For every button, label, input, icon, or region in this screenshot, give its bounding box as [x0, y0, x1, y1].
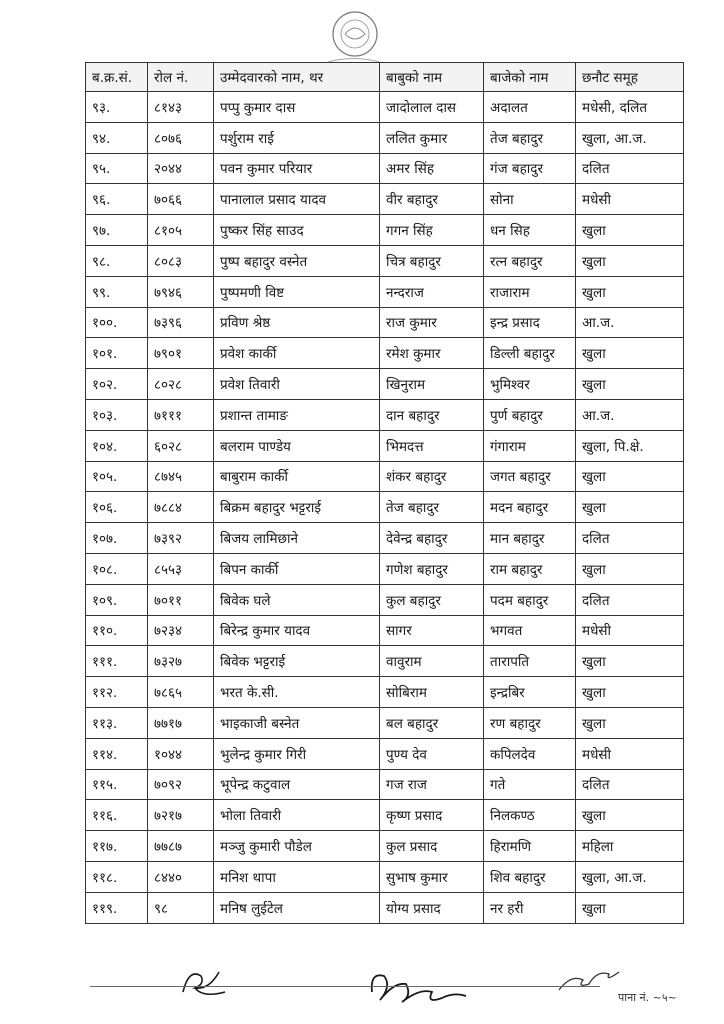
grandfather-name-cell: नर हरी: [484, 892, 576, 923]
grandfather-name-cell: इन्द्र प्रसाद: [484, 307, 576, 338]
grandfather-name-cell: हिरामणि: [484, 831, 576, 862]
roll-number-cell: ७९४६: [148, 276, 214, 307]
grandfather-name-cell: राजाराम: [484, 276, 576, 307]
grandfather-name-cell: डिल्ली बहादुर: [484, 338, 576, 369]
table-row: [86, 861, 684, 892]
grandfather-name-cell: तेज बहादुर: [484, 122, 576, 153]
candidate-name-cell: पर्शुराम राई: [214, 122, 380, 153]
signature-1: [175, 962, 235, 1002]
serial-number-cell: १००.: [86, 307, 148, 338]
candidate-name-cell: पुष्प बहादुर वस्नेत: [214, 245, 380, 276]
father-name-cell: शंकर बहादुर: [380, 461, 484, 492]
selection-group-cell: खुला: [576, 677, 684, 708]
serial-number-cell: ११८.: [86, 861, 148, 892]
candidate-name-cell: मनिश थापा: [214, 861, 380, 892]
grandfather-name-cell: धन सिह: [484, 215, 576, 246]
grandfather-name-cell: शिव बहादुर: [484, 861, 576, 892]
selection-group-cell: मधेसी: [576, 184, 684, 215]
selection-group-cell: महिला: [576, 831, 684, 862]
serial-number-cell: ११२.: [86, 677, 148, 708]
table-row: [86, 584, 684, 615]
roll-number-cell: ८७४५: [148, 461, 214, 492]
table-row: [86, 338, 684, 369]
table-row: [86, 646, 684, 677]
selection-group-cell: खुला: [576, 892, 684, 923]
serial-number-cell: १०६.: [86, 492, 148, 523]
grandfather-name-cell: अदालत: [484, 92, 576, 123]
selection-group-cell: खुला: [576, 800, 684, 831]
grandfather-name-cell: राम बहादुर: [484, 553, 576, 584]
father-name-cell: जादोलाल दास: [380, 92, 484, 123]
father-name-cell: कुल बहादुर: [380, 584, 484, 615]
table-row: [86, 615, 684, 646]
serial-number-cell: ९४.: [86, 122, 148, 153]
selection-group-cell: दलित: [576, 769, 684, 800]
table-row: [86, 738, 684, 769]
grandfather-name-cell: भुमिश्वर: [484, 369, 576, 400]
serial-number-cell: ११७.: [86, 831, 148, 862]
candidate-name-cell: पवन कुमार परियार: [214, 153, 380, 184]
page-number: पाना नं. ~५~: [618, 991, 677, 1004]
serial-number-cell: १०२.: [86, 369, 148, 400]
roll-number-cell: ७८६५: [148, 677, 214, 708]
father-name-cell: गगन सिंह: [380, 215, 484, 246]
roll-number-cell: ८०२८: [148, 369, 214, 400]
selection-group-cell: खुला: [576, 707, 684, 738]
father-name-cell: सुभाष कुमार: [380, 861, 484, 892]
roll-number-cell: ८४४०: [148, 861, 214, 892]
roll-number-cell: ७०६६: [148, 184, 214, 215]
table-row: [86, 184, 684, 215]
roll-number-cell: ७७१७: [148, 707, 214, 738]
father-name-cell: बल बहादुर: [380, 707, 484, 738]
father-name-cell: अमर सिंह: [380, 153, 484, 184]
selection-group-cell: खुला: [576, 338, 684, 369]
grandfather-name-cell: सोना: [484, 184, 576, 215]
candidate-name-cell: भूपेन्द्र कटुवाल: [214, 769, 380, 800]
selection-group-cell: खुला, आ.ज.: [576, 861, 684, 892]
grandfather-name-cell: रण बहादुर: [484, 707, 576, 738]
grandfather-name-cell: पदम बहादुर: [484, 584, 576, 615]
father-name-cell: तेज बहादुर: [380, 492, 484, 523]
roll-number-cell: ८०७६: [148, 122, 214, 153]
candidate-name-cell: प्रशान्त तामाङ: [214, 399, 380, 430]
grandfather-name-cell: निलकण्ठ: [484, 800, 576, 831]
table-row: [86, 707, 684, 738]
table-row: [86, 245, 684, 276]
table-row: [86, 153, 684, 184]
table-header-row: [86, 63, 684, 92]
table-row: [86, 307, 684, 338]
candidate-name-cell: पुष्पमणी विष्ट: [214, 276, 380, 307]
selection-group-cell: दलित: [576, 584, 684, 615]
serial-number-cell: १०४.: [86, 430, 148, 461]
serial-number-cell: ११०.: [86, 615, 148, 646]
header-grandfather-name: बाजेको नाम: [484, 63, 576, 92]
candidate-name-cell: बिवेक घले: [214, 584, 380, 615]
selection-group-cell: खुला: [576, 646, 684, 677]
selection-group-cell: खुला: [576, 492, 684, 523]
table-row: [86, 399, 684, 430]
serial-number-cell: ९७.: [86, 215, 148, 246]
table-row: [86, 800, 684, 831]
father-name-cell: रमेश कुमार: [380, 338, 484, 369]
table-row: [86, 769, 684, 800]
serial-number-cell: ९३.: [86, 92, 148, 123]
roll-number-cell: ६०२८: [148, 430, 214, 461]
candidate-name-cell: भुलेन्द्र कुमार गिरी: [214, 738, 380, 769]
candidate-name-cell: बिरेन्द्र कुमार यादव: [214, 615, 380, 646]
father-name-cell: कृष्ण प्रसाद: [380, 800, 484, 831]
serial-number-cell: ९८.: [86, 245, 148, 276]
father-name-cell: वीर बहादुर: [380, 184, 484, 215]
roll-number-cell: ८१०५: [148, 215, 214, 246]
selection-group-cell: आ.ज.: [576, 307, 684, 338]
table-row: [86, 492, 684, 523]
grandfather-name-cell: गंगाराम: [484, 430, 576, 461]
father-name-cell: खिनुराम: [380, 369, 484, 400]
candidate-name-cell: बाबुराम कार्की: [214, 461, 380, 492]
father-name-cell: दान बहादुर: [380, 399, 484, 430]
selection-group-cell: खुला: [576, 276, 684, 307]
father-name-cell: भिमदत्त: [380, 430, 484, 461]
selection-group-cell: खुला: [576, 369, 684, 400]
roll-number-cell: ७३२७: [148, 646, 214, 677]
roll-number-cell: ९८: [148, 892, 214, 923]
header-father-name: बाबुको नाम: [380, 63, 484, 92]
header-roll-number: रोल नं.: [148, 63, 214, 92]
candidate-results-table: [85, 62, 684, 924]
father-name-cell: नन्दराज: [380, 276, 484, 307]
father-name-cell: चित्र बहादुर: [380, 245, 484, 276]
roll-number-cell: ७०९२: [148, 769, 214, 800]
grandfather-name-cell: जगत बहादुर: [484, 461, 576, 492]
candidate-name-cell: बिक्रम बहादुर भट्टराई: [214, 492, 380, 523]
candidate-name-cell: प्रवेश कार्की: [214, 338, 380, 369]
roll-number-cell: ८०८३: [148, 245, 214, 276]
serial-number-cell: १०८.: [86, 553, 148, 584]
selection-group-cell: खुला: [576, 553, 684, 584]
candidate-name-cell: भरत के.सी.: [214, 677, 380, 708]
table-row: [86, 831, 684, 862]
candidate-name-cell: बिपन कार्की: [214, 553, 380, 584]
table-row: [86, 461, 684, 492]
father-name-cell: सागर: [380, 615, 484, 646]
table-row: [86, 276, 684, 307]
candidate-name-cell: भाइकाजी बस्नेत: [214, 707, 380, 738]
header-serial-number: ब.क्र.सं.: [86, 63, 148, 92]
selection-group-cell: खुला, पि.क्षे.: [576, 430, 684, 461]
father-name-cell: पुण्य देव: [380, 738, 484, 769]
footer-rule: [90, 986, 600, 987]
candidate-name-cell: पप्पु कुमार दास: [214, 92, 380, 123]
table-row: [86, 215, 684, 246]
roll-number-cell: ७३९२: [148, 523, 214, 554]
father-name-cell: गणेश बहादुर: [380, 553, 484, 584]
grandfather-name-cell: रत्न बहादुर: [484, 245, 576, 276]
grandfather-name-cell: गते: [484, 769, 576, 800]
candidate-name-cell: भोला तिवारी: [214, 800, 380, 831]
serial-number-cell: १०१.: [86, 338, 148, 369]
table-row: [86, 553, 684, 584]
roll-number-cell: ७७८७: [148, 831, 214, 862]
signature-2: [362, 962, 472, 1012]
selection-group-cell: दलित: [576, 153, 684, 184]
selection-group-cell: खुला: [576, 245, 684, 276]
serial-number-cell: १०९.: [86, 584, 148, 615]
father-name-cell: गज राज: [380, 769, 484, 800]
candidate-name-cell: बिजय लामिछाने: [214, 523, 380, 554]
serial-number-cell: १११.: [86, 646, 148, 677]
selection-group-cell: खुला, आ.ज.: [576, 122, 684, 153]
grandfather-name-cell: तारापति: [484, 646, 576, 677]
grandfather-name-cell: मान बहादुर: [484, 523, 576, 554]
roll-number-cell: ७१११: [148, 399, 214, 430]
grandfather-name-cell: पुर्ण बहादुर: [484, 399, 576, 430]
roll-number-cell: ७२३४: [148, 615, 214, 646]
table-row: [86, 122, 684, 153]
grandfather-name-cell: मदन बहादुर: [484, 492, 576, 523]
selection-group-cell: मधेसी: [576, 615, 684, 646]
roll-number-cell: १०४४: [148, 738, 214, 769]
grandfather-name-cell: इन्द्रबिर: [484, 677, 576, 708]
candidate-name-cell: पुष्कर सिंह साउद: [214, 215, 380, 246]
grandfather-name-cell: भगवत: [484, 615, 576, 646]
father-name-cell: राज कुमार: [380, 307, 484, 338]
candidate-name-cell: प्रवेश तिवारी: [214, 369, 380, 400]
serial-number-cell: ९५.: [86, 153, 148, 184]
table-row: [86, 677, 684, 708]
selection-group-cell: मधेसी: [576, 738, 684, 769]
table-row: [86, 430, 684, 461]
serial-number-cell: ९९.: [86, 276, 148, 307]
serial-number-cell: १०७.: [86, 523, 148, 554]
table-row: [86, 92, 684, 123]
father-name-cell: देवेन्द्र बहादुर: [380, 523, 484, 554]
roll-number-cell: ७२१७: [148, 800, 214, 831]
table-row: [86, 369, 684, 400]
serial-number-cell: ९६.: [86, 184, 148, 215]
candidate-name-cell: प्रविण श्रेष्ठ: [214, 307, 380, 338]
father-name-cell: कुल प्रसाद: [380, 831, 484, 862]
selection-group-cell: दलित: [576, 523, 684, 554]
candidate-name-cell: मञ्जु कुमारी पौडेल: [214, 831, 380, 862]
father-name-cell: वावुराम: [380, 646, 484, 677]
roll-number-cell: ८५५३: [148, 553, 214, 584]
roll-number-cell: २०४४: [148, 153, 214, 184]
grandfather-name-cell: कपिलदेव: [484, 738, 576, 769]
grandfather-name-cell: गंज बहादुर: [484, 153, 576, 184]
serial-number-cell: १०५.: [86, 461, 148, 492]
roll-number-cell: ७३९६: [148, 307, 214, 338]
candidate-name-cell: मनिष लुईटेल: [214, 892, 380, 923]
father-name-cell: योग्य प्रसाद: [380, 892, 484, 923]
candidate-name-cell: बिवेक भट्टराई: [214, 646, 380, 677]
selection-group-cell: मधेसी, दलित: [576, 92, 684, 123]
roll-number-cell: ७८८४: [148, 492, 214, 523]
selection-group-cell: खुला: [576, 215, 684, 246]
roll-number-cell: ७९०१: [148, 338, 214, 369]
serial-number-cell: ११९.: [86, 892, 148, 923]
signature-3: [555, 960, 625, 996]
father-name-cell: सोबिराम: [380, 677, 484, 708]
table-row: [86, 523, 684, 554]
roll-number-cell: ७०११: [148, 584, 214, 615]
selection-group-cell: आ.ज.: [576, 399, 684, 430]
father-name-cell: ललित कुमार: [380, 122, 484, 153]
serial-number-cell: ११४.: [86, 738, 148, 769]
header-selection-group: छनौट समूह: [576, 63, 684, 92]
serial-number-cell: ११३.: [86, 707, 148, 738]
serial-number-cell: ११६.: [86, 800, 148, 831]
table-row: [86, 892, 684, 923]
serial-number-cell: १०३.: [86, 399, 148, 430]
roll-number-cell: ८१४३: [148, 92, 214, 123]
candidate-name-cell: पानालाल प्रसाद यादव: [214, 184, 380, 215]
candidate-name-cell: बलराम पाण्डेय: [214, 430, 380, 461]
serial-number-cell: ११५.: [86, 769, 148, 800]
selection-group-cell: खुला: [576, 461, 684, 492]
header-candidate-name: उम्मेदवारको नाम, थर: [214, 63, 380, 92]
